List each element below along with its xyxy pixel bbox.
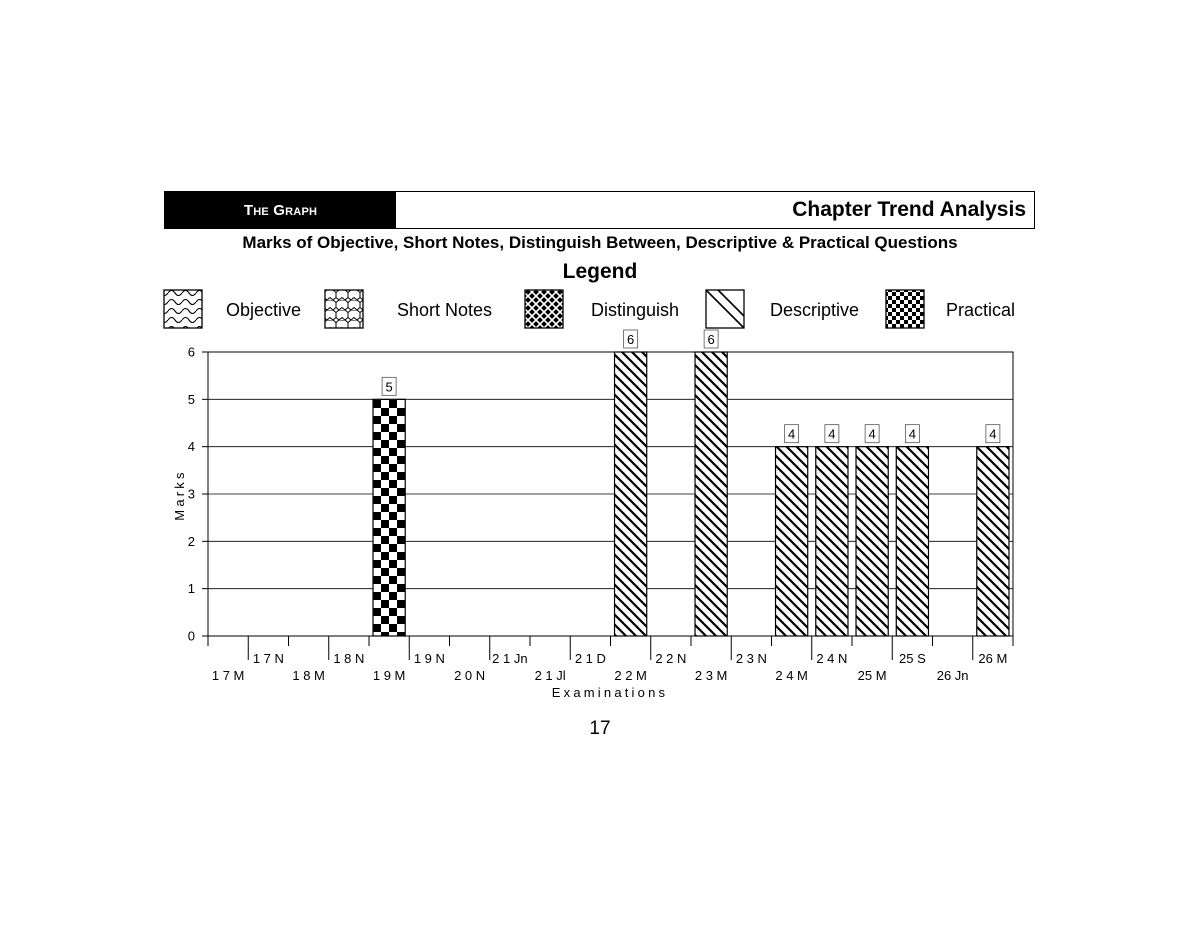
legend-item-distinguish <box>525 290 679 328</box>
x-tick-label: 2 1 Jn <box>492 651 528 666</box>
y-tick-label: 4 <box>187 439 195 455</box>
legend-swatch-objective <box>164 290 202 328</box>
x-tick-label: 25 S <box>899 651 926 666</box>
header-chapter-title: Chapter Trend Analysis <box>792 198 1026 221</box>
x-tick-label: 2 4 N <box>816 651 848 666</box>
legend-label-practical: Practical <box>946 300 1016 320</box>
data-label: 5 <box>385 379 393 395</box>
bar-23-m <box>695 352 727 636</box>
y-tick-label: 6 <box>187 344 195 360</box>
legend-swatch-short-notes <box>325 290 363 328</box>
data-label: 4 <box>908 426 916 442</box>
x-tick-label: 1 7 M <box>211 668 245 683</box>
x-axis-title: Examinations <box>551 685 669 700</box>
x-tick-label: 2 3 N <box>735 651 767 666</box>
x-tick-label: 2 0 N <box>454 668 486 683</box>
chart-gridlines <box>208 352 1013 589</box>
y-tick-label: 1 <box>187 581 195 597</box>
chart-axes <box>188 345 1013 684</box>
x-tick-label: 1 8 N <box>333 651 365 666</box>
bar-19-m <box>373 399 405 636</box>
x-tick-label: 2 1 D <box>574 651 606 666</box>
data-label: 4 <box>828 426 836 442</box>
page-number: 17 <box>589 718 611 739</box>
x-tick-label: 26 M <box>978 651 1008 666</box>
data-label: 6 <box>627 332 635 347</box>
data-label: 4 <box>868 426 876 442</box>
legend-item-short-notes <box>325 290 492 328</box>
data-label: 4 <box>989 426 997 442</box>
y-tick-label: 5 <box>187 391 195 407</box>
legend-swatch-distinguish <box>525 290 563 328</box>
x-tick-label: 1 7 N <box>252 651 284 666</box>
legend-swatch-practical <box>886 290 924 328</box>
bar-25-m <box>856 447 888 636</box>
legend-item-objective <box>164 290 301 328</box>
legend <box>164 290 1015 328</box>
legend-title: Legend <box>562 260 638 283</box>
legend-label-distinguish: Distinguish <box>591 300 680 320</box>
header-section-label: The Graph <box>165 192 396 228</box>
legend-item-practical <box>886 290 1015 328</box>
x-tick-label: 2 1 Jl <box>534 668 566 683</box>
x-tick-label: 1 9 N <box>413 651 445 666</box>
x-tick-label: 2 4 M <box>775 668 808 683</box>
bar-22-m <box>615 352 647 636</box>
legend-label-descriptive: Descriptive <box>770 300 860 320</box>
data-label: 6 <box>707 332 715 347</box>
bar-26-m <box>977 447 1009 636</box>
x-tick-label: 1 8 M <box>292 668 325 683</box>
y-tick-label: 2 <box>187 533 195 549</box>
bar-25-s <box>896 447 928 636</box>
y-axis-title: Marks <box>172 469 187 521</box>
x-tick-label: 2 2 M <box>614 668 647 683</box>
x-tick-label: 1 9 M <box>372 668 406 683</box>
y-tick-label: 0 <box>187 628 195 644</box>
y-tick-label: 3 <box>187 486 195 502</box>
legend-item-descriptive <box>706 290 859 328</box>
data-label: 4 <box>788 426 796 442</box>
x-tick-label: 2 3 M <box>694 668 728 683</box>
bar-24-n <box>816 447 848 636</box>
bar-24-m <box>776 447 808 636</box>
chart-data-labels <box>382 330 1000 443</box>
legend-label-objective: Objective <box>226 300 302 320</box>
legend-label-short-notes: Short Notes <box>397 300 493 320</box>
x-tick-label: 26 Jn <box>936 668 969 683</box>
x-tick-label: 25 M <box>857 668 887 683</box>
chart-subtitle: Marks of Objective, Short Notes, Distinguish Between, Descriptive & Practical Questions <box>242 233 958 252</box>
x-tick-label: 2 2 N <box>655 651 687 666</box>
